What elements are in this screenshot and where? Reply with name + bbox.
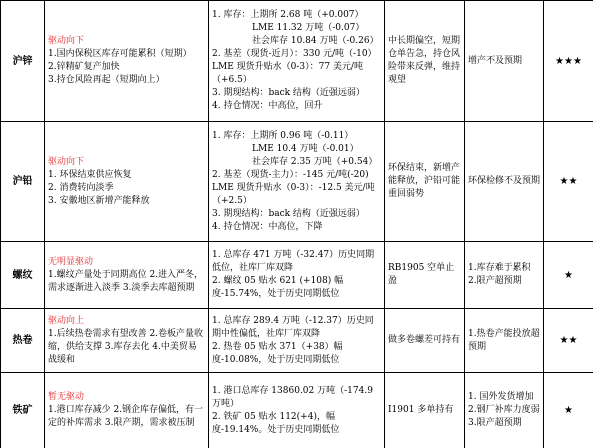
factor-line: 2. 螺纹 05 贴水 621 (+108) 幅度-15.74%，处于历史同期低位 bbox=[212, 276, 344, 299]
rating-stars: ★★★ bbox=[544, 1, 593, 122]
driver-line: 1.港口库存减少 2.钢企库存偏低，有一定的补库需求 3.限产期，需求被压制 bbox=[48, 405, 204, 428]
factor-line: 1. 总库存 289.4 万吨（-12.37）历史同期中性偏低，社库厂库双降 bbox=[212, 315, 374, 339]
factor-line: （+6.5） bbox=[212, 75, 252, 85]
driver-line: 1.螺纹产量处于同期高位 2.进入严冬，需求逐渐进入淡季 3.淡季去库超预期 bbox=[48, 269, 204, 293]
factor-line: 2. 基差（现货-主力）：-145 元/吨(-20) bbox=[212, 169, 369, 180]
driver-cell bbox=[45, 373, 209, 448]
factor-line: 2. 热卷 05 贴水 371（+38）幅度-10.08%，处于历史同期低位 bbox=[212, 341, 343, 365]
commodity-name: 沪铅 bbox=[1, 122, 45, 242]
factor-line: 1. 总库存 471 万吨（-32.47）历史同期低位，社库厂库双降 bbox=[212, 250, 375, 273]
commodity-name: 热卷 bbox=[1, 309, 45, 373]
driver-cell bbox=[45, 122, 209, 242]
table-row bbox=[1, 242, 593, 309]
rating-stars: ★★ bbox=[544, 309, 593, 373]
driver-line: 3. 安徽地区新增产能释放 bbox=[48, 195, 150, 206]
table-row bbox=[1, 373, 593, 448]
midterm-cell: 中长期偏空，短期仓单告急，持仓风险带来反弹，维持观望 bbox=[385, 1, 465, 122]
commodity-name: 铁矿 bbox=[1, 373, 45, 448]
factor-line: 社会库存 10.84 万吨（-0.26） bbox=[252, 36, 379, 46]
factors-cell bbox=[209, 373, 385, 448]
table-row bbox=[1, 122, 593, 242]
commodity-name: 螺纹 bbox=[1, 242, 45, 309]
factors-cell bbox=[209, 122, 385, 242]
factor-line: 4. 持仓情况：中高位，回升 bbox=[212, 101, 323, 111]
factors-cell bbox=[209, 242, 385, 309]
risk-line: 2.限产超预期 bbox=[468, 276, 522, 286]
factor-line: 社会库存 2.35 万吨（+0.54） bbox=[252, 156, 378, 167]
factor-line: 1. 库存：上期所 0.96 吨（-0.11） bbox=[212, 130, 354, 141]
factor-line: LME 11.32 万吨（-0.07） bbox=[252, 23, 365, 33]
factor-line: LME 10.4 万吨（-0.01） bbox=[252, 143, 359, 154]
midterm-cell: 做多卷螺差可持有 bbox=[385, 309, 465, 373]
driver-line: 1. 环保结束供应恢复 bbox=[48, 169, 132, 180]
risk-cell bbox=[465, 242, 544, 309]
driver-cell bbox=[45, 242, 209, 309]
risk-cell: 增产不及预期 bbox=[465, 1, 544, 122]
driver-direction: 无明显驱动 bbox=[48, 256, 94, 267]
midterm-cell: RB1905 空单止盈 bbox=[385, 242, 465, 309]
factors-cell bbox=[209, 309, 385, 373]
table-row bbox=[1, 1, 593, 122]
risk-cell: 1.热卷产能投放超预期 bbox=[465, 309, 544, 373]
driver-line: 3.持仓风险再起（短期向上） bbox=[48, 75, 165, 85]
driver-direction: 驱动向下 bbox=[48, 36, 85, 46]
factor-line: LME 现货升贴水（0-3）：77 美元/吨 bbox=[212, 62, 363, 72]
factor-line: 1. 库存：上期所 2.68 吨（+0.007） bbox=[212, 10, 364, 20]
driver-cell bbox=[45, 1, 209, 122]
driver-direction: 驱动向上 bbox=[48, 315, 85, 326]
driver-cell bbox=[45, 309, 209, 373]
factor-line: 2. 铁矿 05 贴水 112(+4)，幅度-19.14%。处于历史同期低位 bbox=[212, 411, 340, 435]
factor-line: 1. 港口总库存 13860.02 万吨（-174.9 万吨） bbox=[212, 385, 373, 409]
rating-stars: ★★ bbox=[544, 122, 593, 242]
factor-line: 3. 期现结构：back 结构（近强远弱） bbox=[212, 88, 365, 98]
factor-line: LME 现货升贴水（0-3）：-12.5 美元/吨 bbox=[212, 182, 375, 193]
midterm-cell: 环保结束，新增产能释放，沪铅可能重回弱势 bbox=[385, 122, 465, 242]
factor-line: 2. 基差（现货-近月）：330 元/吨（-10） bbox=[212, 49, 377, 59]
risk-cell: 环保检修不及预期 bbox=[465, 122, 544, 242]
table-row bbox=[1, 309, 593, 373]
driver-direction: 驱动向下 bbox=[48, 156, 85, 167]
driver-direction: 暂无驱动 bbox=[48, 392, 85, 402]
factor-line: 3. 期现结构：back 结构（近强远弱） bbox=[212, 208, 365, 219]
risk-cell: 1. 国外发货增加 2.钢厂补库力度弱 3.限产超预期 bbox=[465, 373, 544, 448]
driver-line: 1.国内保税区库存可能累积（短期） bbox=[48, 49, 192, 59]
rating-stars: ★ bbox=[544, 242, 593, 309]
factors-cell bbox=[209, 1, 385, 122]
midterm-cell: I1901 多单持有 bbox=[385, 373, 465, 448]
risk-line: 1.库存难于累积 bbox=[468, 263, 531, 273]
driver-line: 2.锌精矿复产加快 bbox=[48, 62, 120, 72]
rating-stars: ★ bbox=[544, 373, 593, 448]
driver-line: 1.后续热卷需求有望改善 2.卷板产量收缩，供给支撑 3.库存去化 4.中美贸易战缓和 bbox=[48, 328, 204, 365]
factor-line: （+2.5） bbox=[212, 195, 252, 206]
factor-line: 4. 持仓情况：中高位，下降 bbox=[212, 221, 323, 232]
driver-line: 2. 消费转向淡季 bbox=[48, 182, 114, 193]
commodity-name: 沪锌 bbox=[1, 1, 45, 122]
